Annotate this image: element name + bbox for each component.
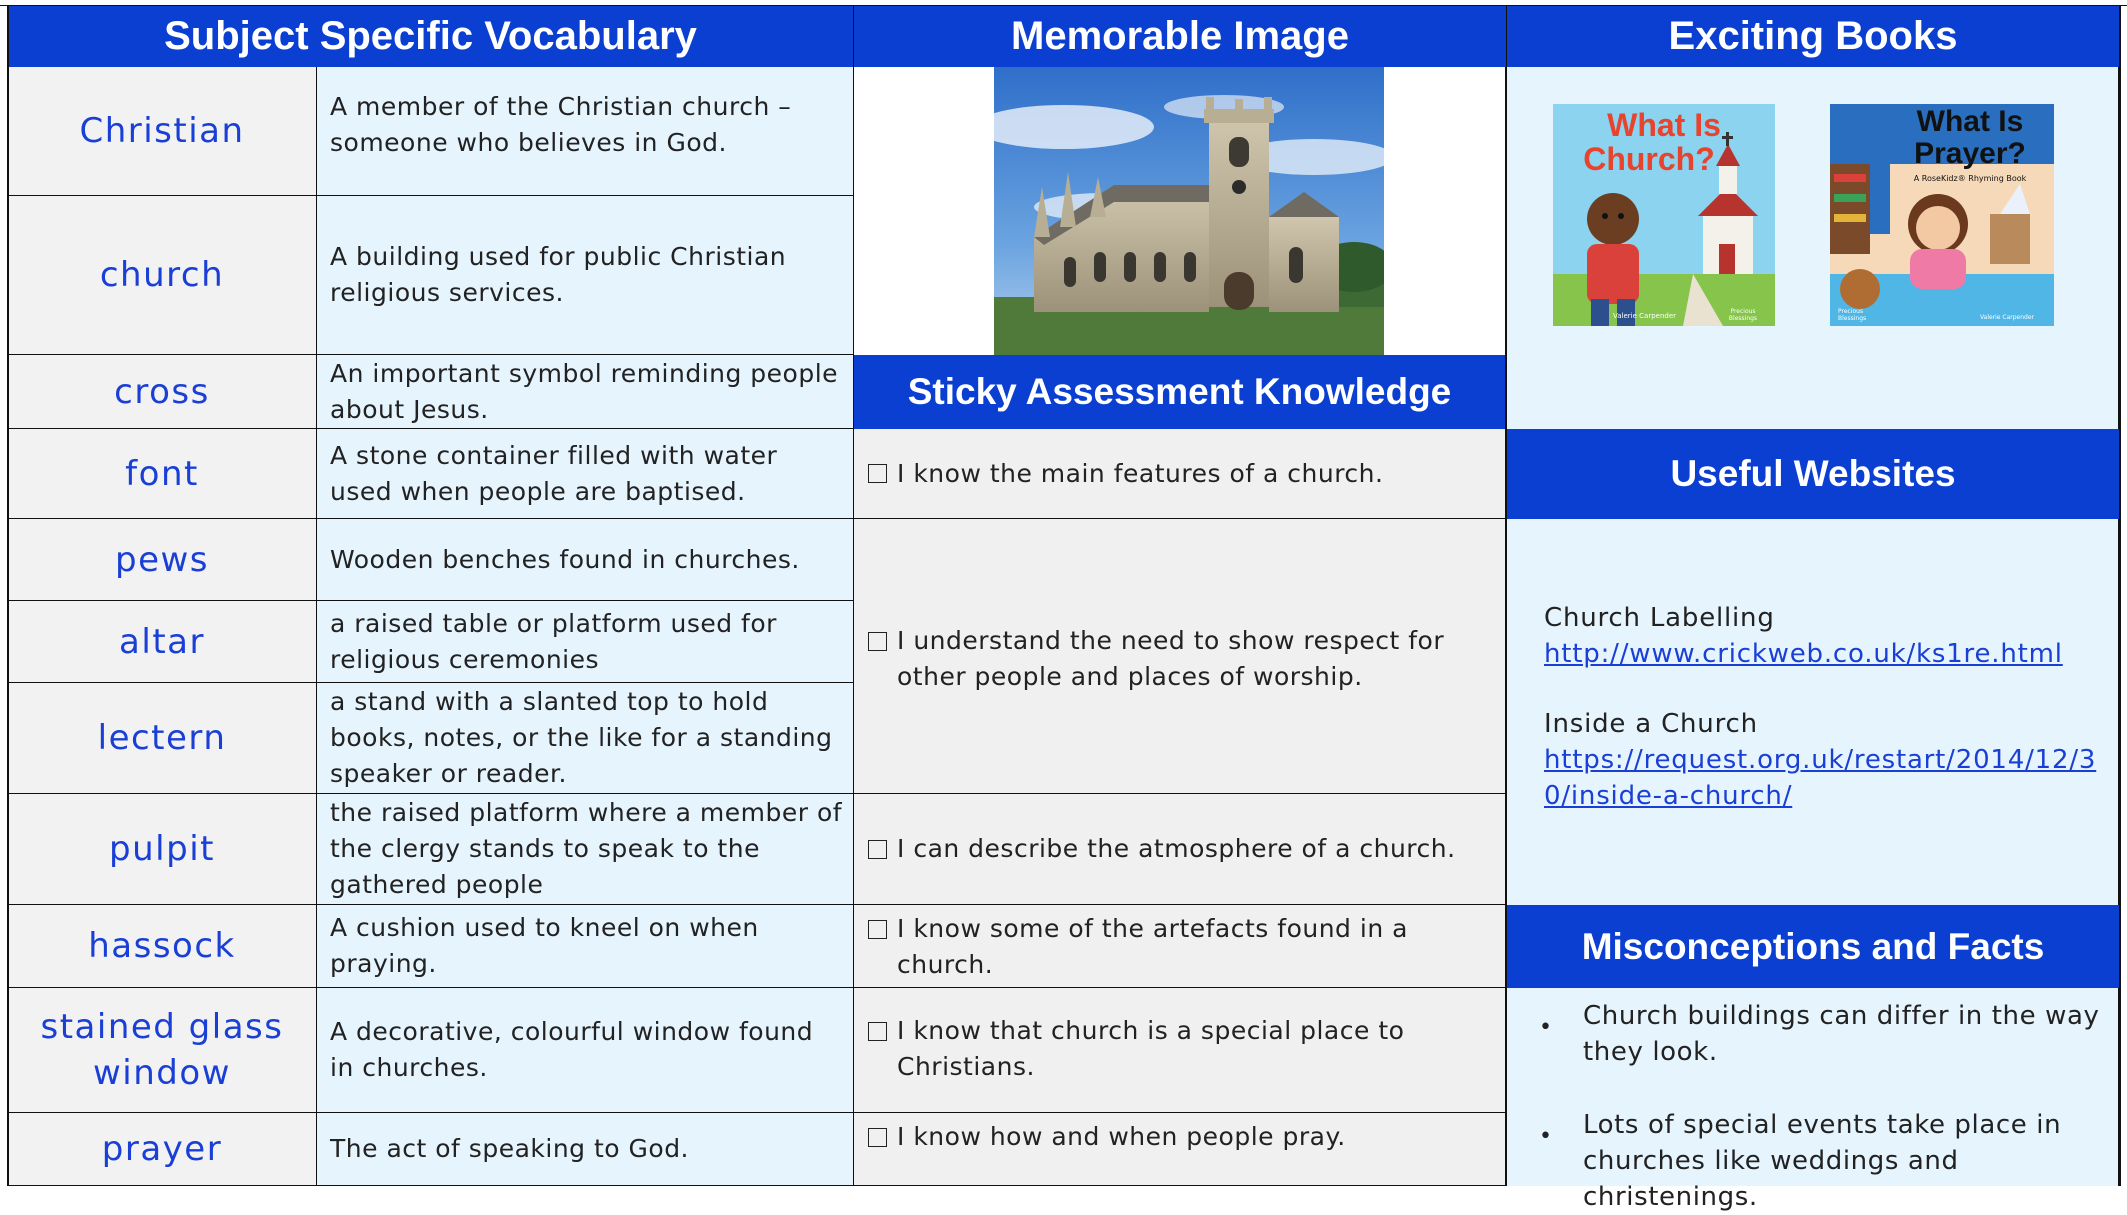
vocab-definition: a stand with a slanted top to hold books, notes, or the like for a standing speaker or reader. — [317, 683, 854, 794]
checkbox-icon — [868, 632, 887, 651]
vocab-term: font — [8, 429, 317, 519]
checkbox-icon — [868, 1022, 887, 1041]
website-link[interactable]: https://request.org.uk/restart/2014/12/3 — [1544, 745, 2097, 775]
checkbox-icon — [868, 1128, 887, 1147]
vocab-term: lectern — [8, 683, 317, 794]
vocab-definition: A stone container filled with water used when people are baptised. — [317, 429, 854, 519]
sticky-item: I know that church is a special place to Christians. — [854, 988, 1506, 1113]
church-photo — [994, 67, 1384, 360]
memorable-image-header: Memorable Image — [853, 6, 1506, 67]
book-cover-what-is-prayer[interactable] — [1830, 104, 2054, 326]
sticky-item: I know the main features of a church. — [854, 429, 1506, 519]
bullet-icon: • — [1539, 1015, 1553, 1040]
vocab-term: cross — [8, 355, 317, 429]
vocab-term: altar — [8, 601, 317, 683]
misconceptions-header: Misconceptions and Facts — [1506, 905, 2119, 988]
book-title: What Is Church? — [1583, 107, 1721, 177]
website-link-continued[interactable]: 0/inside-a-church/ — [1544, 781, 1793, 811]
vocab-definition: A decorative, colourful window found in churches. — [317, 988, 854, 1113]
vocab-term: hassock — [8, 905, 317, 988]
book-author: Valerie Carpender — [1613, 312, 1677, 320]
vocab-definition: A building used for public Christian religious services. — [317, 196, 854, 355]
vocab-definition: An important symbol reminding people about Jesus. — [317, 355, 854, 429]
vocab-definition: the raised platform where a member of the clergy stands to speak to the gathered people — [317, 794, 854, 905]
church-illustration — [1553, 104, 1775, 326]
website-label: Church Labelling — [1544, 603, 1775, 633]
vocab-term: pulpit — [8, 794, 317, 905]
sticky-item: I know some of the artefacts found in a church. — [854, 905, 1506, 988]
sticky-item: I understand the need to show respect for other people and places of worship. — [854, 519, 1506, 794]
sticky-item: I know how and when people pray. — [854, 1113, 1506, 1186]
left-border — [7, 6, 9, 1186]
checkbox-icon — [868, 840, 887, 859]
book-publisher: Precious Blessings — [1728, 308, 1758, 322]
misconceptions-panel — [1506, 988, 2119, 1212]
vocab-definition: A member of the Christian church – someone who believes in God. — [317, 67, 854, 196]
vocabulary-header: Subject Specific Vocabulary — [8, 6, 853, 67]
checkbox-icon — [868, 464, 887, 483]
vocab-term: stained glass window — [8, 988, 317, 1113]
vocab-term: church — [8, 196, 317, 355]
book-author: Valerie Carpender — [1980, 314, 2035, 321]
vocab-definition: a raised table or platform used for religious ceremonies — [317, 601, 854, 683]
vocab-definition: A cushion used to kneel on when praying. — [317, 905, 854, 988]
book-publisher: Precious Blessings — [1838, 308, 1867, 322]
website-label: Inside a Church — [1544, 709, 1758, 739]
misconception-item: Lots of special events take place in churches like weddings and christenings. — [1583, 1110, 2062, 1212]
checkbox-icon — [868, 920, 887, 939]
book-subtitle: A RoseKidz® Rhyming Book — [1913, 174, 2027, 183]
vocab-term: pews — [8, 519, 317, 601]
book-title: What Is Prayer? — [1914, 105, 2026, 170]
website-link[interactable]: http://www.crickweb.co.uk/ks1re.html — [1544, 639, 2063, 669]
vocab-definition: The act of speaking to God. — [317, 1113, 854, 1186]
sticky-knowledge-header: Sticky Assessment Knowledge — [854, 355, 1506, 429]
bullet-icon: • — [1539, 1124, 1553, 1149]
right-border — [2119, 6, 2121, 1186]
vocab-term: Christian — [8, 67, 317, 196]
websites-panel — [1506, 519, 2119, 905]
book-cover-what-is-church[interactable] — [1553, 104, 1775, 326]
vocab-definition: Wooden benches found in churches. — [317, 519, 854, 601]
vocab-term: prayer — [8, 1113, 317, 1186]
exciting-books-header: Exciting Books — [1506, 6, 2119, 67]
useful-websites-header: Useful Websites — [1506, 429, 2119, 519]
sticky-item: I can describe the atmosphere of a church. — [854, 794, 1506, 905]
misconception-item: Church buildings can differ in the way they look. — [1583, 1001, 2100, 1067]
